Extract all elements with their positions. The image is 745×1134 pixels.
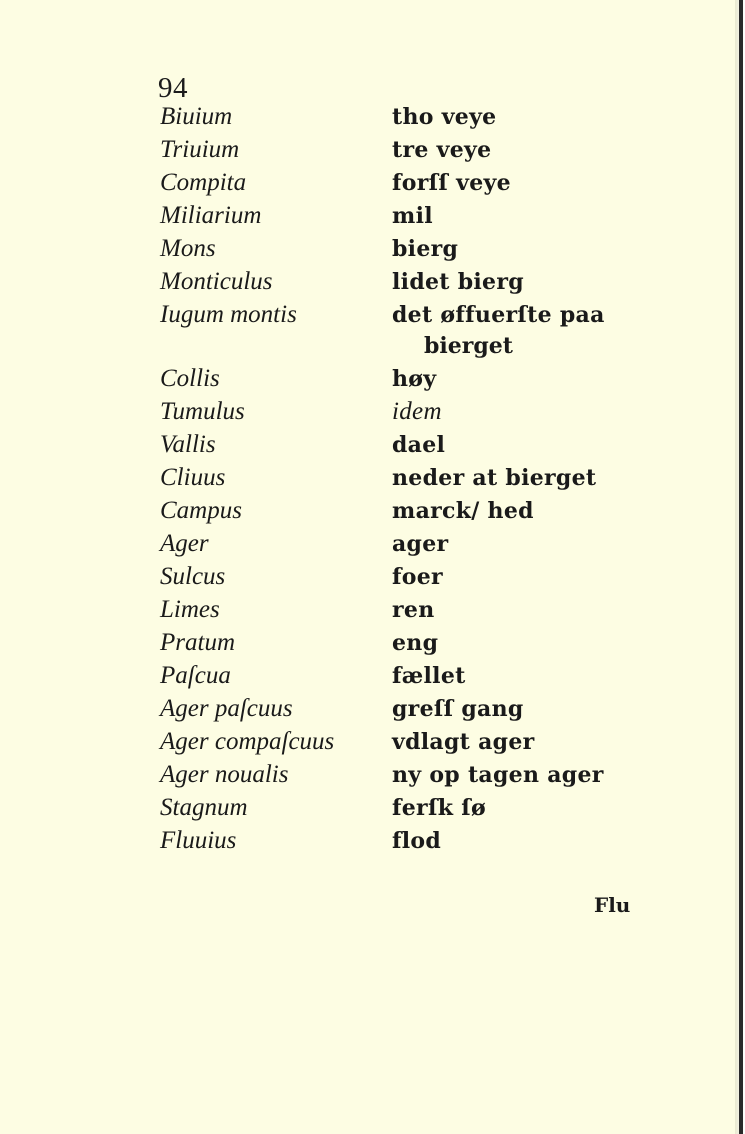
glossary-row — [0, 760, 735, 793]
latin-term: Compita — [160, 169, 247, 196]
glossary-row — [0, 529, 735, 562]
glossary-row — [0, 562, 735, 595]
latin-term: Ager — [160, 530, 209, 557]
glossary-row — [0, 628, 735, 661]
latin-term: Ager paſcuus — [160, 695, 293, 722]
glossary-row — [0, 463, 735, 496]
danish-gloss: mil — [392, 203, 433, 229]
glossary-row — [0, 727, 735, 760]
glossary-row — [0, 300, 735, 364]
latin-term: Collis — [160, 365, 220, 392]
danish-gloss: tre veye — [392, 137, 492, 163]
glossary-row — [0, 135, 735, 168]
danish-gloss: lidet bierg — [392, 269, 524, 295]
danish-gloss: idem — [392, 398, 442, 425]
danish-gloss: neder at bierget — [392, 465, 597, 491]
latin-term: Campus — [160, 497, 242, 524]
danish-gloss: ferſk ſø — [392, 795, 486, 821]
danish-gloss: det øffuerſte paa — [392, 302, 605, 328]
danish-gloss: flod — [392, 828, 442, 854]
danish-gloss: dael — [392, 432, 446, 458]
glossary-row — [0, 595, 735, 628]
glossary-row — [0, 694, 735, 727]
danish-gloss: foer — [392, 564, 443, 590]
danish-gloss: fællet — [392, 663, 466, 689]
latin-term: Ager noualis — [160, 761, 289, 788]
glossary-row — [0, 661, 735, 694]
glossary-list — [0, 102, 735, 859]
glossary-row — [0, 201, 735, 234]
latin-term: Tumulus — [160, 398, 245, 425]
danish-gloss: ager — [392, 531, 449, 557]
danish-gloss: bierg — [392, 236, 459, 262]
danish-gloss: greſſ gang — [392, 696, 524, 722]
glossary-row — [0, 826, 735, 859]
glossary-row — [0, 267, 735, 300]
glossary-row — [0, 364, 735, 397]
latin-term: Miliarium — [160, 202, 262, 229]
latin-term: Ager compaſcuus — [160, 728, 335, 755]
page-edge-line — [739, 0, 743, 1134]
latin-term: Paſcua — [160, 662, 231, 689]
latin-term: Stagnum — [160, 794, 248, 821]
latin-term: Cliuus — [160, 464, 226, 491]
latin-term: Fluuius — [160, 827, 237, 854]
latin-term: Iugum montis — [160, 301, 297, 328]
glossary-row — [0, 793, 735, 826]
latin-term: Pratum — [160, 629, 235, 656]
latin-term: Monticulus — [160, 268, 273, 295]
glossary-row — [0, 234, 735, 267]
glossary-row — [0, 430, 735, 463]
latin-term: Mons — [160, 235, 216, 262]
danish-gloss: marck/ hed — [392, 498, 534, 524]
danish-gloss: høy — [392, 366, 437, 392]
glossary-row — [0, 496, 735, 529]
page-number: 94 — [158, 72, 188, 104]
danish-gloss: ny op tagen ager — [392, 762, 604, 788]
danish-gloss: eng — [392, 630, 439, 656]
glossary-row — [0, 102, 735, 135]
latin-term: Sulcus — [160, 563, 226, 590]
catchword: Flu — [594, 893, 631, 917]
danish-gloss-continuation: bierget — [424, 333, 513, 359]
danish-gloss: ren — [392, 597, 435, 623]
danish-gloss: forſſ veye — [392, 170, 511, 196]
latin-term: Biuium — [160, 103, 233, 130]
latin-term: Vallis — [160, 431, 216, 458]
glossary-row — [0, 397, 735, 430]
glossary-row — [0, 168, 735, 201]
danish-gloss: vdlagt ager — [392, 729, 535, 755]
latin-term: Limes — [160, 596, 220, 623]
danish-gloss: tho veye — [392, 104, 497, 130]
latin-term: Triuium — [160, 136, 240, 163]
